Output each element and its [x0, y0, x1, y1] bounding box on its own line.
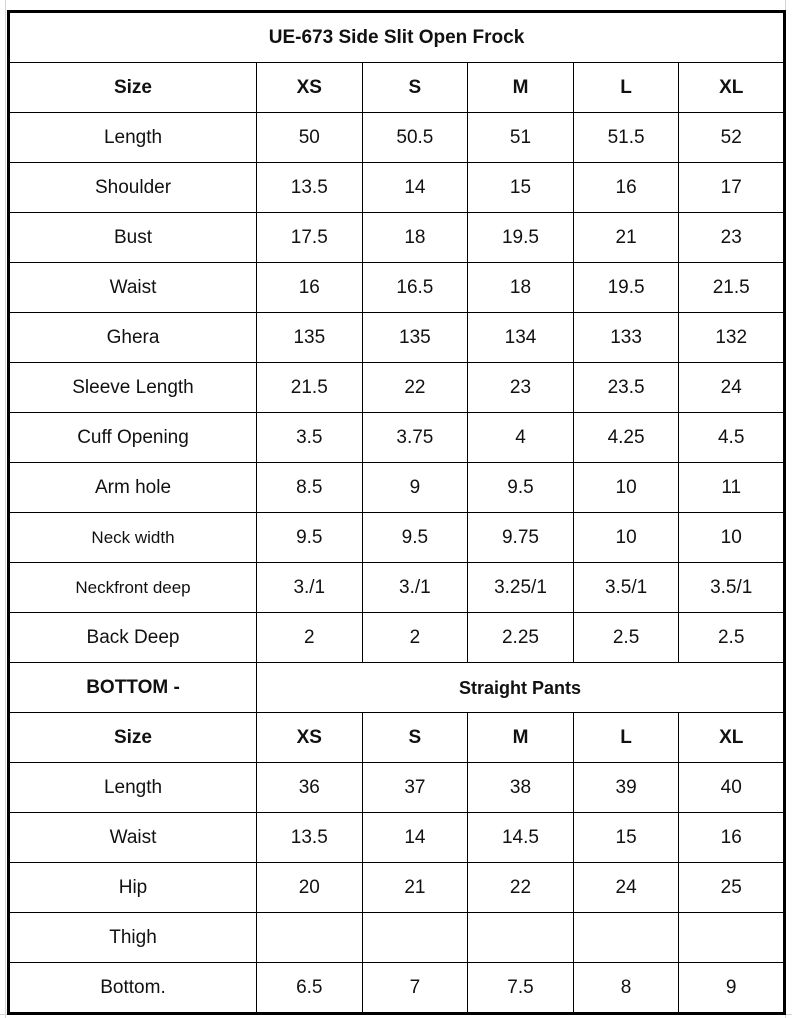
measurement-cell: 16: [573, 163, 679, 213]
row-label: Length: [9, 763, 257, 813]
table-row: [9, 163, 785, 213]
measurement-cell: 21.5: [257, 363, 363, 413]
bottom-section-row: [9, 663, 785, 713]
measurement-cell: 4: [468, 413, 574, 463]
measurement-cell: 51: [468, 113, 574, 163]
measurement-cell: 7: [362, 963, 468, 1014]
table-row: [9, 863, 785, 913]
measurement-cell: 19.5: [468, 213, 574, 263]
measurement-cell: 9.5: [468, 463, 574, 513]
measurement-cell: 3.75: [362, 413, 468, 463]
row-label: Arm hole: [9, 463, 257, 513]
row-label: Thigh: [9, 913, 257, 963]
size-header-cell: M: [468, 63, 574, 113]
measurement-cell: 15: [573, 813, 679, 863]
measurement-cell: 2.5: [679, 613, 785, 663]
table-row: [9, 413, 785, 463]
measurement-cell: 24: [679, 363, 785, 413]
bottom-section-title: Straight Pants: [257, 663, 785, 713]
measurement-cell: 37: [362, 763, 468, 813]
top-size-header-row: [9, 63, 785, 113]
table-row: [9, 913, 785, 963]
measurement-cell: 22: [468, 863, 574, 913]
measurement-cell: 17.5: [257, 213, 363, 263]
measurement-cell: 13.5: [257, 813, 363, 863]
row-label: Cuff Opening: [9, 413, 257, 463]
measurement-cell: 6.5: [257, 963, 363, 1014]
size-header-cell: XS: [257, 63, 363, 113]
measurement-cell: 2.25: [468, 613, 574, 663]
table-row: [9, 263, 785, 313]
table-row: [9, 563, 785, 613]
table-row: [9, 963, 785, 1014]
measurement-cell: 3.25/1: [468, 563, 574, 613]
row-label: Bust: [9, 213, 257, 263]
measurement-cell: 135: [362, 313, 468, 363]
measurement-cell: 9.75: [468, 513, 574, 563]
measurement-cell: 2: [362, 613, 468, 663]
measurement-cell: 23: [468, 363, 574, 413]
measurement-cell: 52: [679, 113, 785, 163]
measurement-cell: 132: [679, 313, 785, 363]
measurement-cell: 14: [362, 163, 468, 213]
measurement-cell: 9: [679, 963, 785, 1014]
measurement-cell: 25: [679, 863, 785, 913]
measurement-cell: 3./1: [257, 563, 363, 613]
measurement-cell: 7.5: [468, 963, 574, 1014]
measurement-cell: 24: [573, 863, 679, 913]
measurement-cell: 22: [362, 363, 468, 413]
table-row: [9, 113, 785, 163]
measurement-cell: 50: [257, 113, 363, 163]
size-header-cell: S: [362, 63, 468, 113]
row-label: Hip: [9, 863, 257, 913]
measurement-cell: 51.5: [573, 113, 679, 163]
table-row: [9, 613, 785, 663]
measurement-cell: 23: [679, 213, 785, 263]
measurement-cell: [362, 913, 468, 963]
measurement-cell: 10: [679, 513, 785, 563]
size-header-cell: S: [362, 713, 468, 763]
measurement-cell: 38: [468, 763, 574, 813]
measurement-cell: 8.5: [257, 463, 363, 513]
measurement-cell: 134: [468, 313, 574, 363]
row-label: Neck width: [9, 513, 257, 563]
measurement-cell: 8: [573, 963, 679, 1014]
measurement-cell: 135: [257, 313, 363, 363]
measurement-cell: 16: [257, 263, 363, 313]
measurement-cell: [468, 913, 574, 963]
measurement-cell: 14: [362, 813, 468, 863]
bottom-size-header-row: [9, 713, 785, 763]
measurement-cell: [257, 913, 363, 963]
table-row: [9, 813, 785, 863]
table-row: [9, 763, 785, 813]
size-header-label: Size: [9, 63, 257, 113]
measurement-cell: 2.5: [573, 613, 679, 663]
row-label: Neckfront deep: [9, 563, 257, 613]
measurement-cell: 16.5: [362, 263, 468, 313]
measurement-cell: 3./1: [362, 563, 468, 613]
row-label: Back Deep: [9, 613, 257, 663]
measurement-cell: 21: [573, 213, 679, 263]
measurement-cell: 3.5/1: [573, 563, 679, 613]
table-row: [9, 363, 785, 413]
row-label: Shoulder: [9, 163, 257, 213]
table-row: [9, 313, 785, 363]
measurement-cell: 14.5: [468, 813, 574, 863]
measurement-cell: 2: [257, 613, 363, 663]
measurement-cell: 23.5: [573, 363, 679, 413]
measurement-cell: 18: [468, 263, 574, 313]
measurement-cell: [679, 913, 785, 963]
chart-title: UE-673 Side Slit Open Frock: [9, 12, 785, 63]
measurement-cell: 18: [362, 213, 468, 263]
measurement-cell: 9.5: [257, 513, 363, 563]
measurement-cell: 11: [679, 463, 785, 513]
row-label: Length: [9, 113, 257, 163]
measurement-cell: 19.5: [573, 263, 679, 313]
row-label: Ghera: [9, 313, 257, 363]
size-header-cell: XS: [257, 713, 363, 763]
measurement-cell: 39: [573, 763, 679, 813]
measurement-cell: 50.5: [362, 113, 468, 163]
measurement-cell: 36: [257, 763, 363, 813]
size-header-cell: XL: [679, 63, 785, 113]
row-label: Waist: [9, 813, 257, 863]
measurement-cell: 17: [679, 163, 785, 213]
size-chart-table: [7, 10, 786, 1015]
table-row: [9, 463, 785, 513]
bottom-section-label: BOTTOM -: [9, 663, 257, 713]
measurement-cell: 10: [573, 463, 679, 513]
measurement-cell: 9.5: [362, 513, 468, 563]
measurement-cell: 3.5/1: [679, 563, 785, 613]
title-row: [9, 12, 785, 63]
measurement-cell: 133: [573, 313, 679, 363]
measurement-cell: 20: [257, 863, 363, 913]
measurement-cell: 9: [362, 463, 468, 513]
size-header-cell: XL: [679, 713, 785, 763]
size-header-cell: M: [468, 713, 574, 763]
size-header-cell: L: [573, 713, 679, 763]
measurement-cell: 15: [468, 163, 574, 213]
measurement-cell: 10: [573, 513, 679, 563]
measurement-cell: 4.25: [573, 413, 679, 463]
row-label: Sleeve Length: [9, 363, 257, 413]
measurement-cell: 21: [362, 863, 468, 913]
measurement-cell: 40: [679, 763, 785, 813]
table-row: [9, 513, 785, 563]
measurement-cell: 16: [679, 813, 785, 863]
measurement-cell: 21.5: [679, 263, 785, 313]
measurement-cell: [573, 913, 679, 963]
row-label: Waist: [9, 263, 257, 313]
measurement-cell: 3.5: [257, 413, 363, 463]
measurement-cell: 4.5: [679, 413, 785, 463]
row-label: Bottom.: [9, 963, 257, 1014]
table-row: [9, 213, 785, 263]
measurement-cell: 13.5: [257, 163, 363, 213]
size-header-cell: L: [573, 63, 679, 113]
size-header-label: Size: [9, 713, 257, 763]
